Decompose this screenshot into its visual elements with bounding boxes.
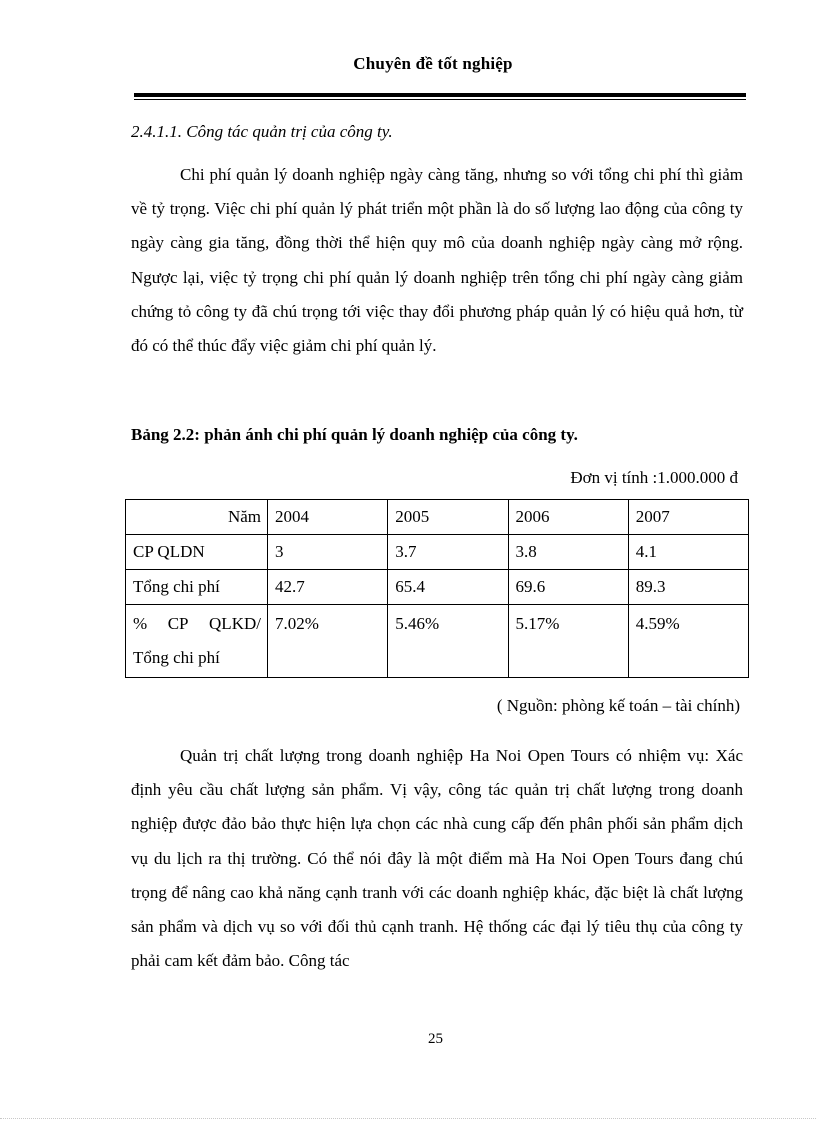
table-cell: 69.6: [508, 570, 628, 605]
body-paragraph-1: Chi phí quản lý doanh nghiệp ngày càng tăng, nhưng so với tổng chi phí thì giảm về tỷ trọng. Việc chi phí quản lý phát triển một phần là do số lượng lao động của công ty ngày càng gia tăng, đồng thời thể hiện quy mô của doanh nghiệp ngày càng mở rộng. Ngược lại, việc tỷ trọng chi phí quản lý doanh nghiệp trên tổng chi phí ngày càng giảm chứng tỏ công ty đã chú trọng tới việc thay đổi phương pháp quản lý có hiệu quả hơn, từ đó có thể thúc đẩy việc giảm chi phí quản lý.: [131, 165, 743, 356]
table-row-label: [126, 605, 268, 678]
table-header-label: Năm: [126, 500, 268, 535]
ratio-label-line-1: [133, 607, 261, 641]
table-caption: Bảng 2.2: phản ánh chi phí quản lý doanh nghiệp của công ty.: [131, 425, 578, 444]
table-cell: 4.59%: [628, 605, 748, 678]
body-paragraph-2: Quản trị chất lượng trong doanh nghiệp Ha Noi Open Tours có nhiệm vụ: Xác định yêu cầu chất lượng sản phẩm. Vị vậy, công tác quản trị chất lượng trong doanh nghiệp được đảo bảo thực hiện lựa chọn các nhà cung cấp đến phân phối sản phẩm dịch vụ du lịch ra thị trường. Có thể nói đây là một điểm mà Ha Noi Open Tours đang chú trọng để nâng cao khả năng cạnh tranh với các doanh nghiệp khác, đặc biệt là chất lượng sản phẩm và dịch vụ so với đối thủ cạnh tranh. Hệ thống các đại lý tiêu thụ của công ty phải cam kết đảm bảo. Công tác: [131, 746, 743, 971]
table-row: [126, 570, 749, 605]
page-header-title: Chuyên đề tốt nghiệp: [353, 54, 513, 73]
table-header-year: 2004: [268, 500, 388, 535]
table-header-year: 2007: [628, 500, 748, 535]
ratio-label-word: QLKD/: [209, 614, 261, 633]
page-bottom-border: [0, 1118, 816, 1119]
table-cell: 7.02%: [268, 605, 388, 678]
cost-table: [125, 499, 749, 678]
table-cell: 42.7: [268, 570, 388, 605]
ratio-label-word: CP: [167, 614, 189, 633]
table-cell: 3.8: [508, 535, 628, 570]
header-rule-thick: [134, 93, 746, 97]
table-source-note: ( Nguồn: phòng kế toán – tài chính): [496, 696, 740, 715]
table-row: [126, 535, 749, 570]
table-header-year: 2006: [508, 500, 628, 535]
table-unit-note: Đơn vị tính :1.000.000 đ: [570, 468, 738, 487]
table-row-label: Tổng chi phí: [126, 570, 268, 605]
ratio-label-line-2: Tổng chi phí: [133, 648, 220, 667]
ratio-label-word: %: [133, 614, 148, 633]
table-cell: 65.4: [388, 570, 508, 605]
table-cell: 3.7: [388, 535, 508, 570]
section-heading: 2.4.1.1. Công tác quản trị của công ty.: [131, 122, 393, 141]
table-cell: 4.1: [628, 535, 748, 570]
table-cell: 5.17%: [508, 605, 628, 678]
table-header-year: 2005: [388, 500, 508, 535]
table-cell: 5.46%: [388, 605, 508, 678]
table-cell: 89.3: [628, 570, 748, 605]
header-rule-thin: [134, 99, 746, 100]
table-header-row: [126, 500, 749, 535]
page-number: 25: [428, 1031, 443, 1047]
table-row-label: CP QLDN: [126, 535, 268, 570]
table-row: [126, 605, 749, 678]
table-cell: 3: [268, 535, 388, 570]
